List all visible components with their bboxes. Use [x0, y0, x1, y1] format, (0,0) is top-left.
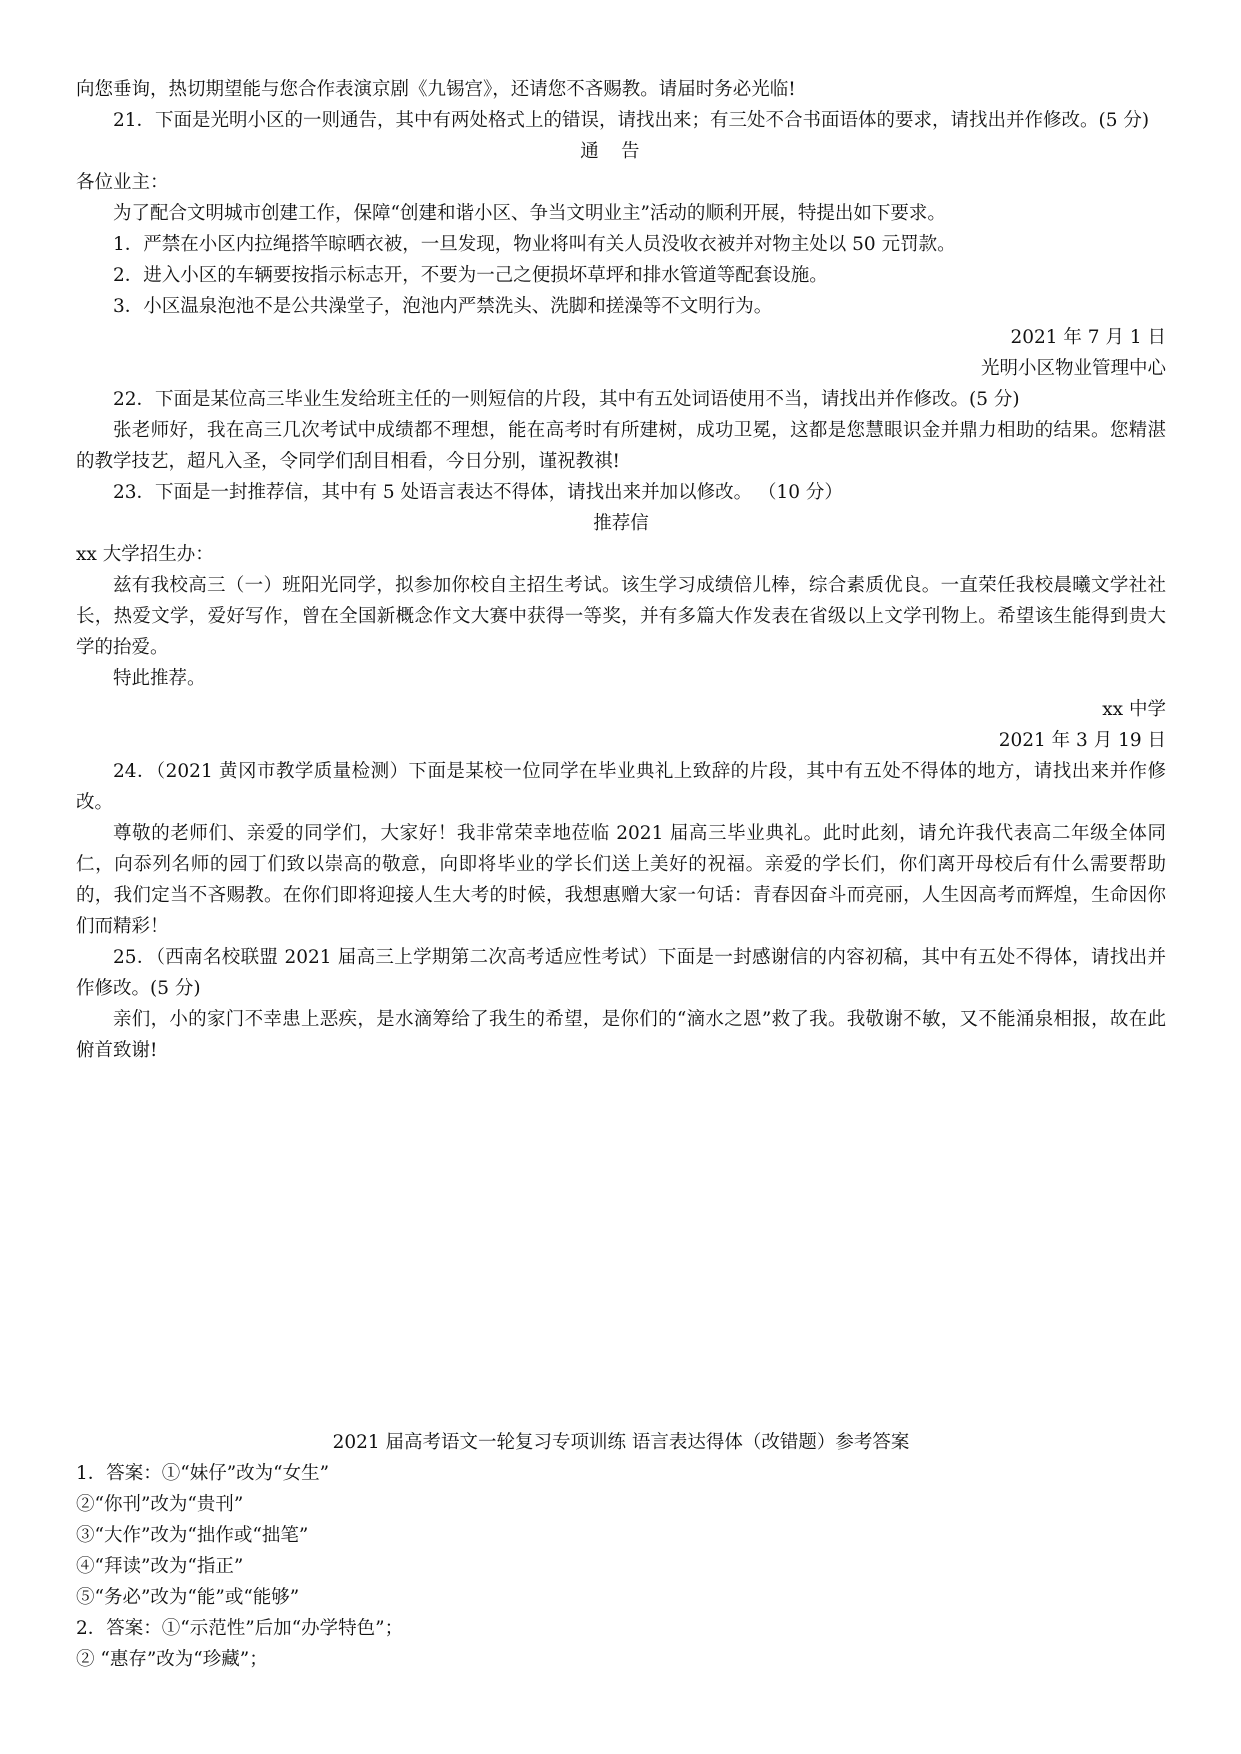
answer-line: 2．答案：①“示范性”后加“办学特色”；: [76, 1618, 404, 1639]
q23-closing: 特此推荐。: [113, 668, 206, 689]
q21-signature: 光明小区物业管理中心: [980, 358, 1166, 379]
q23-signature: xx 中学: [1102, 699, 1166, 720]
answer-line: 1．答案：①“妹仔”改为“女生”: [76, 1463, 330, 1484]
answers-title: 2021 届高考语文一轮复习专项训练 语言表达得体（改错题）参考答案: [332, 1432, 910, 1453]
q21-item-2: 2．进入小区的车辆要按指示标志开，不要为一己之便损坏草坪和排水管道等配套设施。: [113, 265, 828, 286]
answer-line: ②“你刊”改为“贵刊”: [76, 1494, 244, 1515]
q25-prompt: 25．（西南名校联盟 2021 届高三上学期第二次高考适应性考试）下面是一封感谢信的内容初稿，其中有五处不得体，请找出并作修改。(5 分): [76, 947, 1166, 999]
q21-item-1: 1．严禁在小区内拉绳搭竿晾晒衣被，一旦发现，物业将叫有关人员没收衣被并对物主处以 50 元罚款。: [113, 234, 956, 255]
q21-prompt: 21．下面是光明小区的一则通告，其中有两处格式上的错误，请找出来；有三处不合书面语体的要求，请找出并作修改。(5 分): [113, 110, 1150, 131]
q23-letter-title: 推荐信: [593, 513, 649, 534]
q24-prompt: 24．（2021 黄冈市教学质量检测）下面是某校一位同学在毕业典礼上致辞的片段，其中有五处不得体的地方，请找出来并作修改。: [76, 761, 1166, 813]
q21-body: 为了配合文明城市创建工作，保障“创建和谐小区、争当文明业主”活动的顺利开展，特提出如下要求。: [113, 203, 946, 224]
q21-salutation: 各位业主：: [76, 172, 169, 193]
answer-section: [76, 1427, 1166, 1675]
answer-line: ⑤“务必”改为“能”或“能够”: [76, 1587, 300, 1608]
answer-line: ④“拜读”改为“指正”: [76, 1556, 244, 1577]
q22-text: 张老师好，我在高三几次考试中成绩都不理想，能在高考时有所建树，成功卫冕，这都是您慧眼识金并鼎力相助的结果。您精湛的教学技艺，超凡入圣，令同学们刮目相看，今日分别，谨祝教祺!: [76, 420, 1166, 472]
q21-item-3: 3．小区温泉泡池不是公共澡堂子，泡池内严禁洗头、洗脚和搓澡等不文明行为。: [113, 296, 773, 317]
q24-text: 尊敬的老师们、亲爱的同学们，大家好！我非常荣幸地莅临 2021 届高三毕业典礼。此时此刻，请允许我代表高二年级全体同仁，向忝列名师的园丁们致以崇高的敬意，向即将毕业的学长们送上美好的祝福。亲爱的学长们，你们离开母校后有什么需要帮助的，我们定当不吝赐教。在你们即将迎接人生大考的时候，我想惠赠大家一句话：青春因奋斗而亮丽，人生因高考而辉煌，生命因你们而精彩！: [76, 823, 1166, 937]
q22-prompt: 22．下面是某位高三毕业生发给班主任的一则短信的片段，其中有五处词语使用不当，请找出并作修改。(5 分): [113, 389, 1020, 410]
answer-line: ③“大作”改为“拙作或“拙笔”: [76, 1525, 309, 1546]
intro-line: 向您垂询，热切期望能与您合作表演京剧《九锡宫》，还请您不吝赐教。请届时务必光临!: [76, 79, 796, 100]
q23-prompt: 23．下面是一封推荐信，其中有 5 处语言表达不得体，请找出来并加以修改。 （10 分）: [113, 482, 843, 503]
q25-text: 亲们，小的家门不幸患上恶疾，是水滴筹给了我生的希望，是你们的“滴水之恩”救了我。我敬谢不敏，又不能涌泉相报，故在此俯首致谢!: [76, 1009, 1166, 1061]
q21-date: 2021 年 7 月 1 日: [1010, 327, 1166, 348]
document-page: [76, 74, 1166, 1066]
answer-line: ② “惠存”改为“珍藏”；: [76, 1649, 268, 1670]
q23-date: 2021 年 3 月 19 日: [998, 730, 1166, 751]
q23-body: 兹有我校高三（一）班阳光同学，拟参加你校自主招生考试。该生学习成绩倍儿棒，综合素质优良。一直荣任我校晨曦文学社社长，热爱文学，爱好写作，曾在全国新概念作文大赛中获得一等奖，并有多篇大作发表在省级以上文学刊物上。希望该生能得到贵大学的抬爱。: [76, 575, 1166, 658]
q23-salutation: xx 大学招生办：: [76, 544, 214, 565]
q21-notice-title: 通告: [580, 141, 662, 162]
